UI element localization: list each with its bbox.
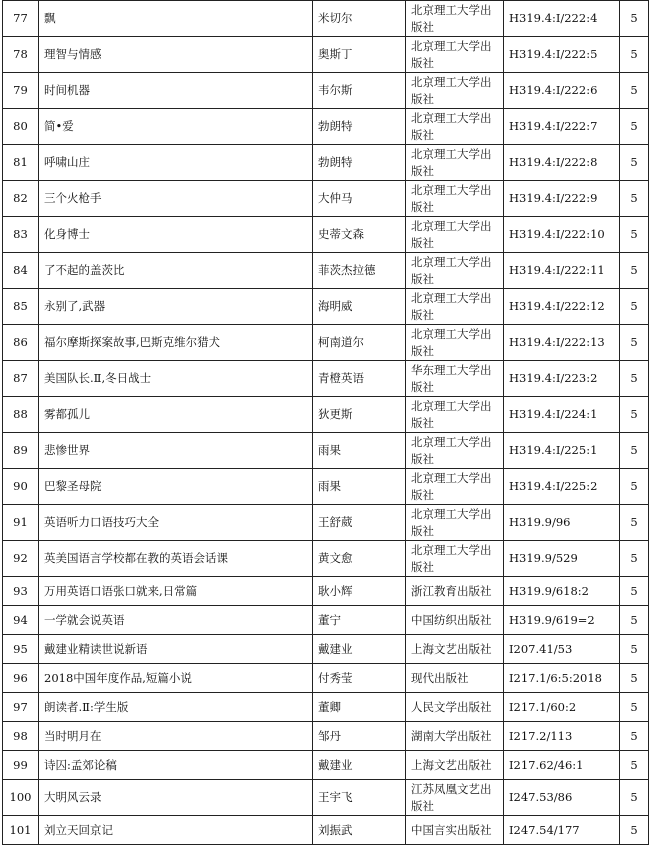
book-author: 青橙英语 — [313, 361, 406, 397]
copy-count: 5 — [620, 469, 649, 505]
table-row — [3, 289, 649, 325]
book-publisher: 中国纺织出版社 — [406, 606, 504, 635]
row-number: 83 — [3, 217, 39, 253]
book-author: 大仲马 — [313, 181, 406, 217]
book-author: 雨果 — [313, 469, 406, 505]
row-number: 101 — [3, 816, 39, 845]
book-author: 韦尔斯 — [313, 73, 406, 109]
copy-count: 5 — [620, 253, 649, 289]
book-publisher: 北京理工大学出版社 — [406, 325, 504, 361]
call-number: H319.9/529 — [504, 541, 620, 577]
row-number: 93 — [3, 577, 39, 606]
call-number: H319.4:I/222:4 — [504, 1, 620, 37]
copy-count: 5 — [620, 577, 649, 606]
call-number: I247.54/177 — [504, 816, 620, 845]
copy-count: 5 — [620, 109, 649, 145]
book-publisher: 上海文艺出版社 — [406, 635, 504, 664]
book-title: 悲惨世界 — [39, 433, 313, 469]
row-number: 88 — [3, 397, 39, 433]
book-publisher: 北京理工大学出版社 — [406, 181, 504, 217]
row-number: 81 — [3, 145, 39, 181]
book-author: 奥斯丁 — [313, 37, 406, 73]
book-publisher: 北京理工大学出版社 — [406, 217, 504, 253]
book-publisher: 北京理工大学出版社 — [406, 109, 504, 145]
book-title: 简•爱 — [39, 109, 313, 145]
table-row — [3, 181, 649, 217]
copy-count: 5 — [620, 217, 649, 253]
book-publisher: 湖南大学出版社 — [406, 722, 504, 751]
book-author: 柯南道尔 — [313, 325, 406, 361]
book-title: 大明风云录 — [39, 780, 313, 816]
book-publisher: 江苏凤凰文艺出版社 — [406, 780, 504, 816]
copy-count: 5 — [620, 325, 649, 361]
book-author: 米切尔 — [313, 1, 406, 37]
book-title: 雾都孤儿 — [39, 397, 313, 433]
call-number: H319.4:I/225:2 — [504, 469, 620, 505]
book-title: 英美国语言学校都在教的英语会话课 — [39, 541, 313, 577]
book-author: 勃朗特 — [313, 109, 406, 145]
book-title: 三个火枪手 — [39, 181, 313, 217]
book-author: 菲茨杰拉德 — [313, 253, 406, 289]
row-number: 84 — [3, 253, 39, 289]
table-row — [3, 397, 649, 433]
copy-count: 5 — [620, 722, 649, 751]
book-title: 美国队长.Ⅱ,冬日战士 — [39, 361, 313, 397]
book-author: 董宁 — [313, 606, 406, 635]
row-number: 80 — [3, 109, 39, 145]
table-row — [3, 693, 649, 722]
table-row — [3, 109, 649, 145]
book-author: 付秀莹 — [313, 664, 406, 693]
book-publisher: 人民文学出版社 — [406, 693, 504, 722]
copy-count: 5 — [620, 397, 649, 433]
book-author: 刘振武 — [313, 816, 406, 845]
book-title: 一学就会说英语 — [39, 606, 313, 635]
call-number: H319.4:I/222:13 — [504, 325, 620, 361]
book-author: 耿小辉 — [313, 577, 406, 606]
copy-count: 5 — [620, 635, 649, 664]
row-number: 92 — [3, 541, 39, 577]
call-number: H319.4:I/222:11 — [504, 253, 620, 289]
row-number: 87 — [3, 361, 39, 397]
call-number: H319.4:I/222:5 — [504, 37, 620, 73]
book-title: 2018中国年度作品,短篇小说 — [39, 664, 313, 693]
book-author: 雨果 — [313, 433, 406, 469]
table-row — [3, 325, 649, 361]
book-title: 当时明月在 — [39, 722, 313, 751]
copy-count: 5 — [620, 780, 649, 816]
table-row — [3, 751, 649, 780]
row-number: 100 — [3, 780, 39, 816]
book-title: 呼啸山庄 — [39, 145, 313, 181]
copy-count: 5 — [620, 664, 649, 693]
copy-count: 5 — [620, 505, 649, 541]
book-author: 王舒葳 — [313, 505, 406, 541]
row-number: 96 — [3, 664, 39, 693]
copy-count: 5 — [620, 73, 649, 109]
book-title: 飘 — [39, 1, 313, 37]
row-number: 94 — [3, 606, 39, 635]
book-title: 时间机器 — [39, 73, 313, 109]
copy-count: 5 — [620, 606, 649, 635]
book-title: 朗读者.Ⅱ:学生版 — [39, 693, 313, 722]
call-number: H319.4:I/224:1 — [504, 397, 620, 433]
book-title: 福尔摩斯探案故事,巴斯克维尔猎犬 — [39, 325, 313, 361]
table-row — [3, 433, 649, 469]
book-publisher: 现代出版社 — [406, 664, 504, 693]
book-author: 王宇飞 — [313, 780, 406, 816]
row-number: 79 — [3, 73, 39, 109]
book-author: 史蒂文森 — [313, 217, 406, 253]
copy-count: 5 — [620, 816, 649, 845]
table-row — [3, 253, 649, 289]
call-number: H319.9/619=2 — [504, 606, 620, 635]
book-author: 邹丹 — [313, 722, 406, 751]
book-title: 永别了,武器 — [39, 289, 313, 325]
row-number: 89 — [3, 433, 39, 469]
table-row — [3, 635, 649, 664]
call-number: H319.9/96 — [504, 505, 620, 541]
copy-count: 5 — [620, 361, 649, 397]
row-number: 85 — [3, 289, 39, 325]
row-number: 99 — [3, 751, 39, 780]
call-number: I207.41/53 — [504, 635, 620, 664]
table-row — [3, 505, 649, 541]
book-publisher: 北京理工大学出版社 — [406, 37, 504, 73]
copy-count: 5 — [620, 693, 649, 722]
table-row — [3, 722, 649, 751]
call-number: H319.4:I/223:2 — [504, 361, 620, 397]
book-publisher: 北京理工大学出版社 — [406, 289, 504, 325]
call-number: I217.1/6:5:2018 — [504, 664, 620, 693]
row-number: 91 — [3, 505, 39, 541]
table-row — [3, 469, 649, 505]
book-author: 黄文愈 — [313, 541, 406, 577]
table-row — [3, 541, 649, 577]
book-publisher: 北京理工大学出版社 — [406, 433, 504, 469]
table-row — [3, 780, 649, 816]
book-publisher: 浙江教育出版社 — [406, 577, 504, 606]
row-number: 86 — [3, 325, 39, 361]
book-title: 万用英语口语张口就来,日常篇 — [39, 577, 313, 606]
book-author: 戴建业 — [313, 635, 406, 664]
call-number: I217.62/46:1 — [504, 751, 620, 780]
call-number: H319.4:I/222:7 — [504, 109, 620, 145]
book-publisher: 北京理工大学出版社 — [406, 469, 504, 505]
copy-count: 5 — [620, 145, 649, 181]
book-author: 狄更斯 — [313, 397, 406, 433]
table-row — [3, 73, 649, 109]
table-row — [3, 217, 649, 253]
book-publisher: 北京理工大学出版社 — [406, 73, 504, 109]
copy-count: 5 — [620, 541, 649, 577]
book-title: 诗囚:孟郊论稿 — [39, 751, 313, 780]
book-publisher: 北京理工大学出版社 — [406, 145, 504, 181]
book-title: 巴黎圣母院 — [39, 469, 313, 505]
table-row — [3, 577, 649, 606]
call-number: H319.9/618:2 — [504, 577, 620, 606]
copy-count: 5 — [620, 433, 649, 469]
book-author: 董卿 — [313, 693, 406, 722]
table-row — [3, 606, 649, 635]
table-row — [3, 145, 649, 181]
table-body — [3, 1, 649, 845]
copy-count: 5 — [620, 751, 649, 780]
copy-count: 5 — [620, 181, 649, 217]
row-number: 90 — [3, 469, 39, 505]
book-list-table — [2, 0, 649, 845]
call-number: H319.4:I/222:10 — [504, 217, 620, 253]
call-number: I217.1/60:2 — [504, 693, 620, 722]
copy-count: 5 — [620, 1, 649, 37]
call-number: I217.2/113 — [504, 722, 620, 751]
book-author: 勃朗特 — [313, 145, 406, 181]
book-author: 戴建业 — [313, 751, 406, 780]
row-number: 78 — [3, 37, 39, 73]
call-number: H319.4:I/222:9 — [504, 181, 620, 217]
book-title: 戴建业精读世说新语 — [39, 635, 313, 664]
book-publisher: 华东理工大学出版社 — [406, 361, 504, 397]
call-number: I247.53/86 — [504, 780, 620, 816]
call-number: H319.4:I/222:8 — [504, 145, 620, 181]
table-row — [3, 664, 649, 693]
row-number: 82 — [3, 181, 39, 217]
row-number: 98 — [3, 722, 39, 751]
row-number: 77 — [3, 1, 39, 37]
call-number: H319.4:I/225:1 — [504, 433, 620, 469]
book-title: 理智与情感 — [39, 37, 313, 73]
book-title: 了不起的盖茨比 — [39, 253, 313, 289]
book-publisher: 北京理工大学出版社 — [406, 253, 504, 289]
book-publisher: 北京理工大学出版社 — [406, 505, 504, 541]
book-publisher: 上海文艺出版社 — [406, 751, 504, 780]
copy-count: 5 — [620, 37, 649, 73]
row-number: 95 — [3, 635, 39, 664]
table-row — [3, 37, 649, 73]
book-title: 刘立天回京记 — [39, 816, 313, 845]
book-publisher: 北京理工大学出版社 — [406, 1, 504, 37]
table-row — [3, 361, 649, 397]
book-publisher: 北京理工大学出版社 — [406, 541, 504, 577]
copy-count: 5 — [620, 289, 649, 325]
call-number: H319.4:I/222:6 — [504, 73, 620, 109]
book-title: 化身博士 — [39, 217, 313, 253]
row-number: 97 — [3, 693, 39, 722]
book-title: 英语听力口语技巧大全 — [39, 505, 313, 541]
call-number: H319.4:I/222:12 — [504, 289, 620, 325]
book-publisher: 中国言实出版社 — [406, 816, 504, 845]
table-row — [3, 816, 649, 845]
book-publisher: 北京理工大学出版社 — [406, 397, 504, 433]
table-row — [3, 1, 649, 37]
book-author: 海明威 — [313, 289, 406, 325]
